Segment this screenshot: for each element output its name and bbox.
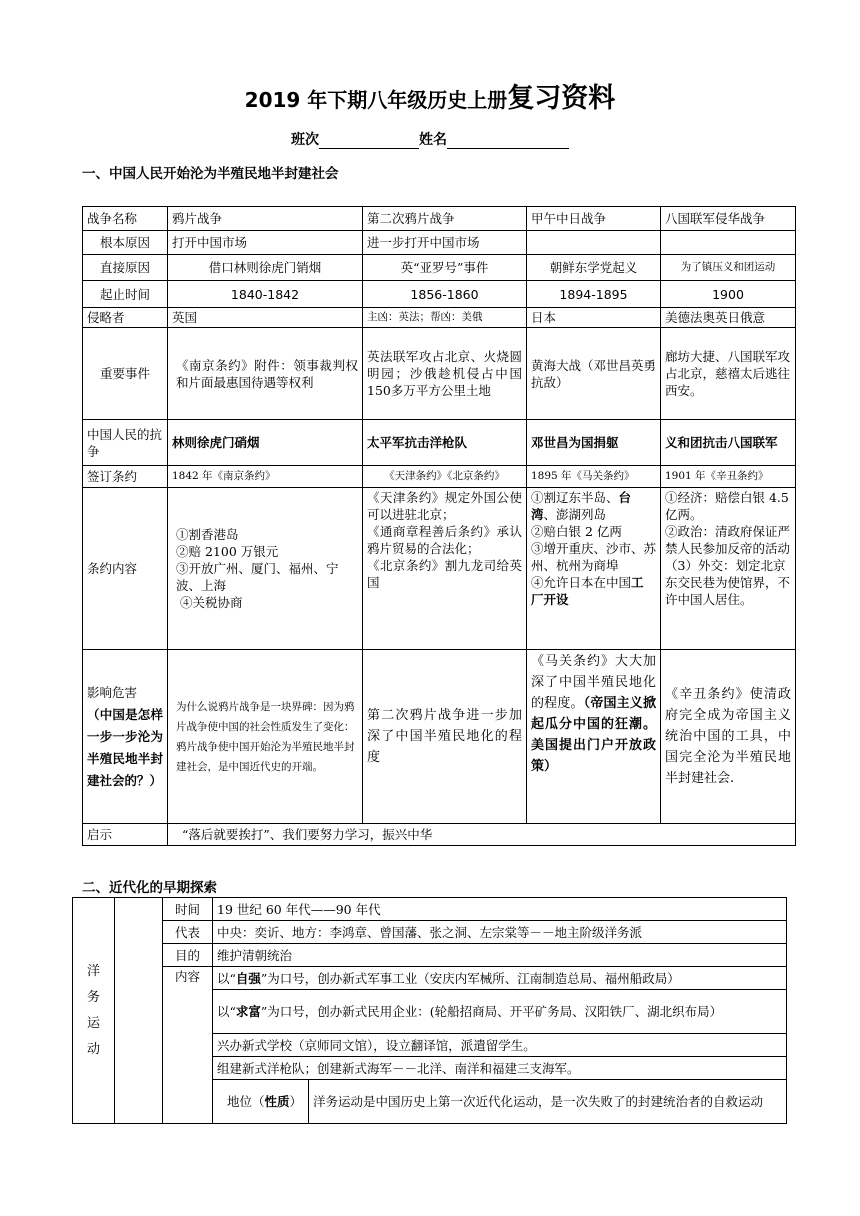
row-label [83, 650, 168, 824]
table-cell: 《辛丑条约》使清政府完全成为帝国主义统治中国的工具，中国完全沦为半殖民地半封建社会. [661, 650, 796, 824]
row-label: 中国人民的抗争 [83, 420, 168, 466]
table-row [83, 231, 796, 255]
row-label: 起止时间 [83, 281, 168, 308]
table-cell: 打开中国市场 [168, 231, 363, 255]
row-label: 直接原因 [83, 255, 168, 281]
table-cell [168, 488, 363, 650]
row-label: 目的 [163, 944, 213, 967]
treaty-item: 《通商章程善后条约》承认鸦片贸易的合法化； [367, 524, 522, 556]
page-title [0, 84, 860, 115]
treaty-item: ①经济：赔偿白银 4.5 亿两。 [665, 490, 789, 522]
table-cell: 义和团抗击八国联军 [661, 420, 796, 466]
self-strengthening-table [72, 897, 787, 1124]
table-cell [363, 488, 527, 650]
table-cell: 兴办新式学校（京师同文馆），设立翻译馆，派遣留学生。 [213, 1034, 787, 1057]
table-cell: 中央：奕䜣、地方：李鸿章、曾国藩、张之洞、左宗棠等－－地主阶级洋务派 [213, 921, 787, 944]
treaty-text: ④允许日本在中国 [531, 575, 632, 590]
row-label: 代表 [163, 921, 213, 944]
table-cell: 19 世纪 60 年代——90 年代 [213, 898, 787, 921]
impact-bold: （帝国主义掀起瓜分中国的狂潮。美国提出门户开放政策） [531, 696, 656, 774]
movement-label [73, 898, 115, 1124]
table-cell: “落后就要挨打”、我们要努力学习，振兴中华 [168, 824, 796, 846]
table-cell: 英国 [168, 308, 363, 328]
table-cell: 邓世昌为国捐躯 [527, 420, 661, 466]
section1-title: 一、中国人民开始沦为半殖民地半封建社会 [82, 166, 339, 182]
table-row [83, 420, 796, 466]
table-cell: 日本 [527, 308, 661, 328]
content-text: ”为口号，创办新式民用企业：(轮船招商局、开平矿务局、汉阳铁厂、湖北织布局） [260, 1004, 723, 1019]
table-cell: 1894-1895 [527, 281, 661, 308]
table-row [83, 207, 796, 231]
row-label: 根本原因 [83, 231, 168, 255]
spacer-cell [115, 898, 163, 1124]
table-row [83, 466, 796, 488]
table-cell: 甲午中日战争 [527, 207, 661, 231]
treaty-item: 《天津条约》规定外国公使可以进驻北京； [367, 490, 522, 522]
table-cell: 《南京条约》附件：领事裁判权和片面最惠国待遇等权利 [168, 328, 363, 420]
table-cell: 廊坊大捷、八国联军攻占北京，慈禧太后逃往西安。 [661, 328, 796, 420]
table-row [73, 944, 787, 967]
treaty-item: ④关税协商 [180, 595, 243, 610]
treaty-item: ③增开重庆、沙市、苏州、杭州为商埠 [531, 541, 657, 573]
status-label-bold: 性质 [264, 1094, 290, 1109]
table-cell: 朝鲜东学党起义 [527, 255, 661, 281]
name-blank[interactable] [447, 134, 569, 149]
row-label: 签订条约 [83, 466, 168, 488]
class-blank[interactable] [319, 134, 419, 149]
row-label: 侵略者 [83, 308, 168, 328]
impact-question: （中国是怎样一步一步沦为半殖民地半封建社会的？） [87, 706, 163, 788]
row-label: 条约内容 [83, 488, 168, 650]
row-label [213, 1080, 309, 1124]
table-cell: 主凶：英法；帮凶：美俄 [363, 308, 527, 328]
table-cell: 1901 年《辛丑条约》 [661, 466, 796, 488]
table-cell: 借口林则徐虎门销烟 [168, 255, 363, 281]
impact-text: 《马关条约》大大加深了中国半殖民地化的程度。 [531, 654, 656, 711]
table-cell: 八国联军侵华战争 [661, 207, 796, 231]
treaty-item [531, 574, 656, 608]
treaty-bold: 工厂开设 [531, 575, 644, 607]
title-big: 复习资料 [507, 83, 616, 114]
table-cell [527, 650, 661, 824]
table-cell [527, 231, 661, 255]
treaty-text: 、澎湖列岛 [543, 507, 607, 522]
table-cell: 维护清朝统治 [213, 944, 787, 967]
table-cell: 鸦片战争 [168, 207, 363, 231]
treaty-item: ①割香港岛 [176, 527, 239, 542]
table-cell: 1895 年《马关条约》 [527, 466, 661, 488]
table-cell [213, 967, 787, 990]
content-text: ”为口号，创办新式军事工业（安庆内军械所、江南制造总局、福州船政局） [260, 970, 680, 986]
table-cell: 英法联军攻占北京、火烧圆明园；沙俄趁机侵占中国150多万平方公里土地 [363, 328, 527, 420]
table-row [83, 255, 796, 281]
table-cell [661, 231, 796, 255]
impact-label: 影响危害 [87, 684, 138, 700]
table-cell: 美德法奥英日俄意 [661, 308, 796, 328]
treaty-item: 《北京条约》割九龙司给英国 [367, 558, 522, 590]
treaty-item: （3）外交：划定北京东交民巷为使馆界，不许中国人居住。 [665, 558, 791, 607]
table-cell: 1840-1842 [168, 281, 363, 308]
table-cell: 1900 [661, 281, 796, 308]
table-row [83, 308, 796, 328]
treaty-item: ③开放广州、厦门、福州、宁波、上海 [176, 561, 339, 593]
table-cell: 为什么说鸦片战争是一块界碑：因为鸦片战争使中国的社会性质发生了变化：鸦片战争使中国开始沦为半殖民地半封建社会，是中国近代史的开端。 [168, 650, 363, 824]
content-bold: 自强 [235, 970, 261, 986]
row-label: 启示 [83, 824, 168, 846]
table-cell: 林则徐虎门硝烟 [168, 420, 363, 466]
table-cell: 太平军抗击洋枪队 [363, 420, 527, 466]
war-comparison-table [82, 206, 796, 846]
table-row [83, 281, 796, 308]
table-row [83, 650, 796, 824]
status-label: 地位（ [227, 1094, 265, 1109]
row-label: 战争名称 [83, 207, 168, 231]
status-label: ） [289, 1094, 303, 1109]
table-row [73, 967, 787, 990]
row-label: 重要事件 [83, 328, 168, 420]
class-label: 班次 [291, 132, 319, 148]
row-label: 时间 [163, 898, 213, 921]
table-row [83, 824, 796, 846]
treaty-item: ②赔白银 2 亿两 [531, 524, 622, 539]
table-cell: 进一步打开中国市场 [363, 231, 527, 255]
row-label: 内容 [163, 967, 213, 1124]
table-cell: 1842 年《南京条约》 [168, 466, 363, 488]
table-cell: 1856-1860 [363, 281, 527, 308]
table-cell: 为了镇压义和团运动 [661, 255, 796, 281]
treaty-item [531, 489, 656, 523]
table-row [83, 328, 796, 420]
table-cell: 组建新式洋枪队；创建新式海军－－北洋、南洋和福建三支海军。 [213, 1057, 787, 1080]
content-bold: 求富 [235, 1004, 261, 1019]
table-row [73, 921, 787, 944]
title-main: 2019 年下期八年级历史上册 [244, 88, 508, 112]
treaty-item: ②赔 2100 万银元 [176, 544, 279, 559]
table-cell: 黄海大战（邓世昌英勇抗敌） [527, 328, 661, 420]
table-cell [213, 990, 787, 1034]
class-name-line [0, 129, 860, 149]
table-cell [661, 488, 796, 650]
name-label: 姓名 [419, 132, 447, 148]
table-cell: 第二次鸦片战争 [363, 207, 527, 231]
table-cell: 《天津条约》《北京条约》 [363, 466, 527, 488]
treaty-text: ①割辽东半岛、 [531, 490, 619, 505]
treaty-bold: 台湾 [531, 490, 632, 522]
movement-name: 洋务运动 [86, 963, 100, 1057]
table-cell: 英“亚罗号”事件 [363, 255, 527, 281]
content-text: 以“ [217, 970, 236, 986]
treaty-item: ②政治：清政府保证严禁人民参加反帝的活动 [665, 524, 791, 556]
content-text: 以“ [217, 1004, 236, 1019]
table-row [73, 898, 787, 921]
table-cell: 第二次鸦片战争进一步加深了中国半殖民地化的程度 [363, 650, 527, 824]
table-cell: 洋务运动是中国历史上第一次近代化运动，是一次失败了的封建统治者的自救运动 [309, 1080, 787, 1124]
section2-title: 二、近代化的早期探索 [82, 880, 217, 896]
table-row [83, 488, 796, 650]
table-cell [527, 488, 661, 650]
